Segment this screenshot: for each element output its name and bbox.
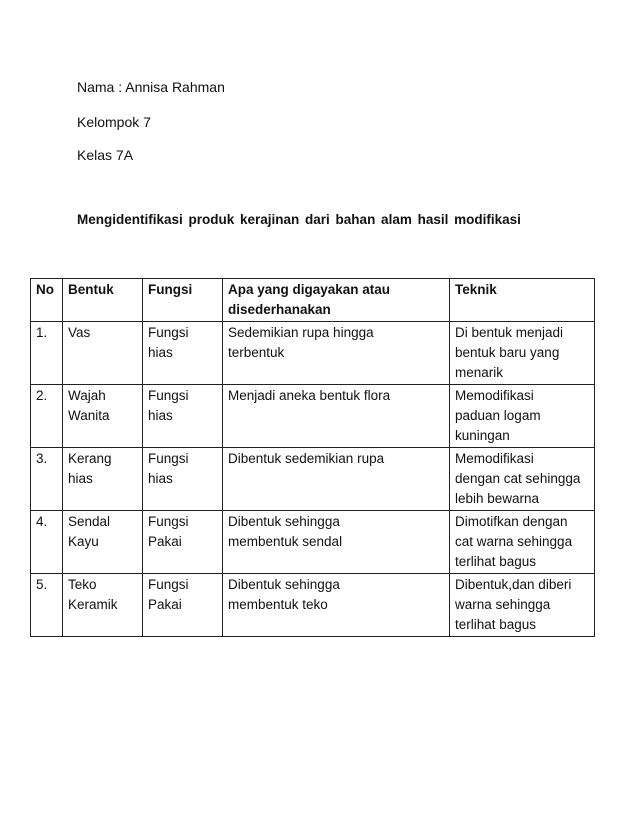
cell-fungsi: Fungsi hias — [143, 385, 223, 448]
student-name: Nama : Annisa Rahman — [77, 79, 225, 95]
table-row — [31, 448, 595, 511]
cell-apa: Dibentuk sedemikian rupa — [223, 448, 450, 511]
column-header-bentuk: Bentuk — [63, 279, 143, 322]
cell-no: 5. — [31, 574, 63, 637]
cell-apa: Dibentuk sehingga membentuk teko — [223, 574, 450, 637]
cell-no: 1. — [31, 322, 63, 385]
cell-fungsi: Fungsi Pakai — [143, 574, 223, 637]
document-title: Mengidentifikasi produk kerajinan dari bahan alam hasil modifikasi — [77, 212, 521, 227]
cell-bentuk: Wajah Wanita — [63, 385, 143, 448]
cell-fungsi: Fungsi Pakai — [143, 511, 223, 574]
column-header-fungsi: Fungsi — [143, 279, 223, 322]
cell-teknik: Di bentuk menjadi bentuk baru yang menarik — [450, 322, 595, 385]
cell-teknik: Dimotifkan dengan cat warna sehingga terlihat bagus — [450, 511, 595, 574]
cell-apa: Menjadi aneka bentuk flora — [223, 385, 450, 448]
table-row — [31, 385, 595, 448]
column-header-teknik: Teknik — [450, 279, 595, 322]
cell-no: 4. — [31, 511, 63, 574]
cell-bentuk: Kerang hias — [63, 448, 143, 511]
table-row — [31, 511, 595, 574]
cell-apa: Sedemikian rupa hingga terbentuk — [223, 322, 450, 385]
cell-teknik: Dibentuk,dan diberi warna sehingga terlihat bagus — [450, 574, 595, 637]
table-row — [31, 574, 595, 637]
cell-bentuk: Sendal Kayu — [63, 511, 143, 574]
cell-fungsi: Fungsi hias — [143, 322, 223, 385]
cell-no: 2. — [31, 385, 63, 448]
table-row — [31, 322, 595, 385]
cell-bentuk: Vas — [63, 322, 143, 385]
cell-teknik: Memodifikasi dengan cat sehingga lebih bewarna — [450, 448, 595, 511]
cell-no: 3. — [31, 448, 63, 511]
cell-fungsi: Fungsi hias — [143, 448, 223, 511]
craft-table — [30, 278, 595, 637]
cell-teknik: Memodifikasi paduan logam kuningan — [450, 385, 595, 448]
group-label: Kelompok 7 — [77, 114, 151, 130]
column-header-no: No — [31, 279, 63, 322]
table-header-row — [31, 279, 595, 322]
class-label: Kelas 7A — [77, 147, 134, 163]
cell-apa: Dibentuk sehingga membentuk sendal — [223, 511, 450, 574]
column-header-apa: Apa yang digayakan atau disederhanakan — [223, 279, 450, 322]
cell-bentuk: Teko Keramik — [63, 574, 143, 637]
